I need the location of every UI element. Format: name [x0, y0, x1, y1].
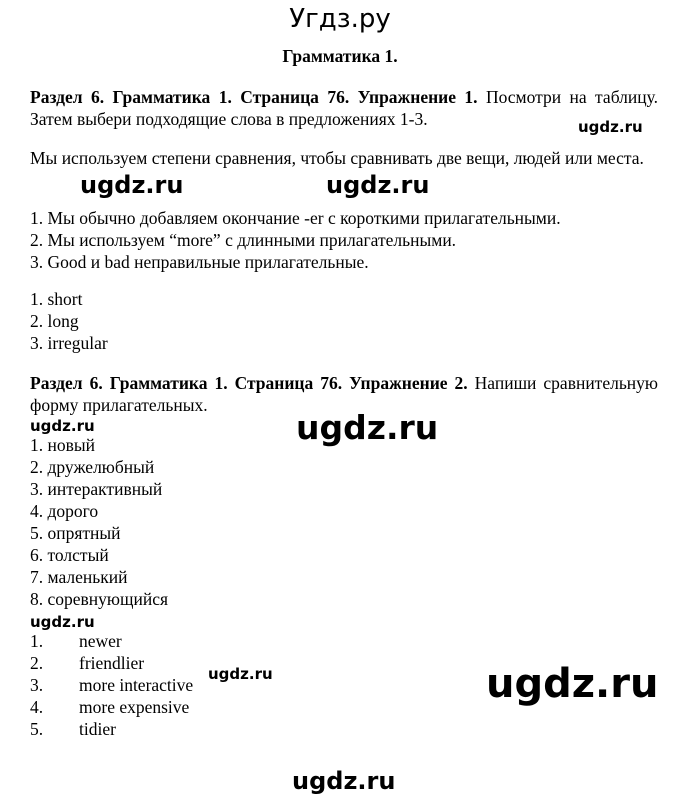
answer-text: more interactive — [79, 675, 194, 695]
answer-number: 5. — [30, 719, 44, 739]
exercise2-word: 5. опрятный — [30, 523, 121, 543]
watermark: ugdz.ru — [578, 118, 643, 136]
exercise1-answer: 1. short — [30, 289, 83, 309]
exercise2-instruction: Напиши сравнительную форму прилагательных. — [30, 373, 658, 415]
exercise2-answer — [30, 718, 116, 740]
exercise2-label: Раздел 6. Грамматика 1. Страница 76. Упражнение 2. — [30, 373, 468, 393]
watermark: ugdz.ru — [326, 171, 430, 199]
exercise1-instruction: Посмотри на таблицу. Затем выбери подходящие слова в предложениях 1-3. — [30, 87, 658, 129]
exercise2-word: 8. соревнующийся — [30, 589, 169, 609]
exercise1-intro: Мы используем степени сравнения, чтобы сравнивать две вещи, людей или места. — [30, 148, 644, 168]
exercise1-answer: 3. irregular — [30, 333, 108, 353]
answer-text: friendlier — [79, 653, 145, 673]
exercise2-word: 2. дружелюбный — [30, 457, 155, 477]
exercise1-statement: 1. Мы обычно добавляем окончание -er с короткими прилагательными. — [30, 208, 561, 228]
watermark: ugdz.ru — [208, 665, 273, 683]
watermark: ugdz.ru — [30, 417, 95, 435]
exercise2-word: 3. интерактивный — [30, 479, 163, 499]
exercise2-word: 6. толстый — [30, 545, 109, 565]
answer-number: 3. — [30, 675, 44, 695]
answer-text: newer — [79, 631, 122, 651]
watermark: ugdz.ru — [292, 767, 396, 795]
exercise1-task — [30, 86, 658, 130]
exercise2-word: 7. маленький — [30, 567, 128, 587]
watermark: ugdz.ru — [486, 661, 659, 707]
exercise1-label: Раздел 6. Грамматика 1. Страница 76. Упражнение 1. — [30, 87, 478, 107]
answer-text: more expensive — [79, 697, 190, 717]
exercise2-answer — [30, 696, 189, 718]
watermark: ugdz.ru — [80, 171, 184, 199]
exercise2-answer — [30, 674, 193, 696]
exercise2-answer — [30, 652, 144, 674]
answer-number: 1. — [30, 631, 44, 651]
exercise2-word: 4. дорого — [30, 501, 99, 521]
answer-number: 2. — [30, 653, 44, 673]
watermark: ugdz.ru — [296, 408, 439, 447]
watermark: ugdz.ru — [30, 613, 95, 631]
exercise1-statement: 2. Мы используем “more” с длинными прилагательными. — [30, 230, 457, 250]
site-title: Угдз.ру — [289, 4, 391, 34]
exercise2-answer — [30, 630, 122, 652]
answer-text: tidier — [79, 719, 116, 739]
page-heading: Грамматика 1. — [282, 46, 398, 66]
exercise1-statement: 3. Good и bad неправильные прилагательные. — [30, 252, 369, 272]
exercise2-word: 1. новый — [30, 435, 96, 455]
exercise1-answer: 2. long — [30, 311, 79, 331]
answer-number: 4. — [30, 697, 44, 717]
